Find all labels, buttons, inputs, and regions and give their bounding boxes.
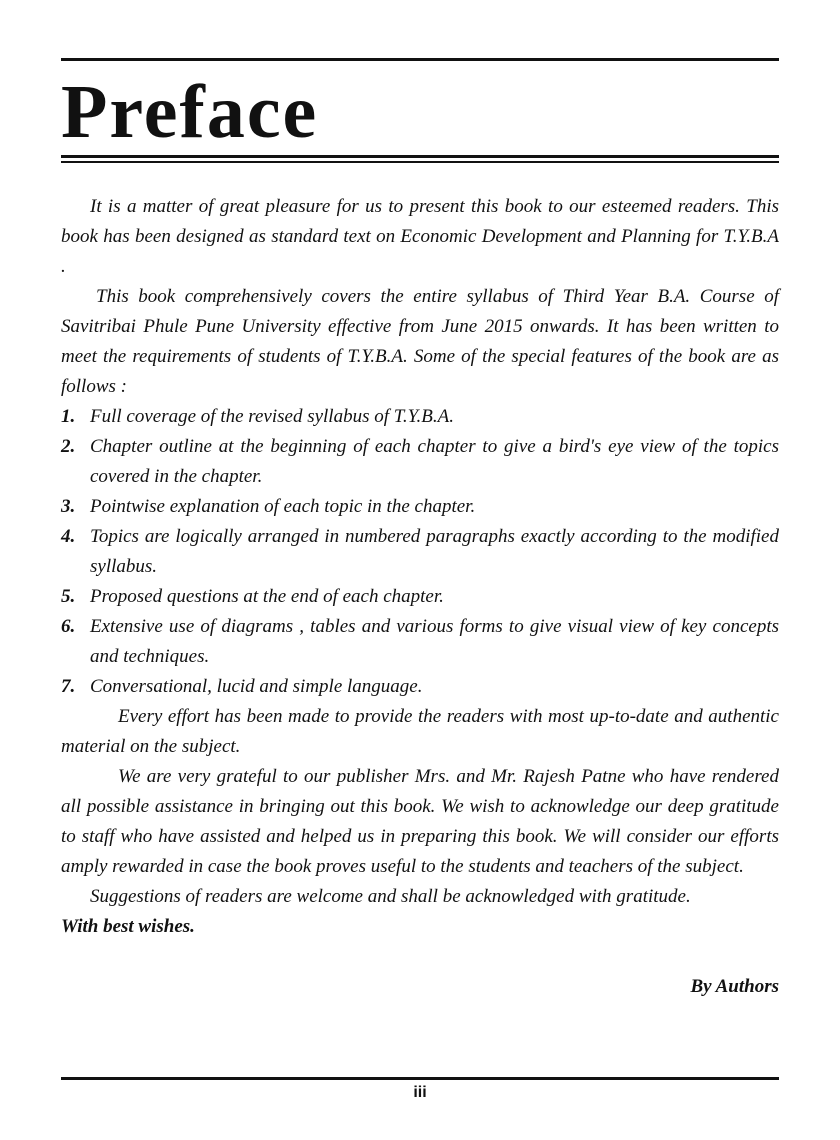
list-item-number: 4. bbox=[61, 526, 76, 547]
list-item-text: Topics are logically arranged in numbered paragraphs exactly according to the modified syllabus. bbox=[90, 526, 779, 577]
footer-rule bbox=[61, 1077, 779, 1080]
page-title: Preface bbox=[61, 70, 319, 154]
syllabus-paragraph: This book comprehensively covers the entire syllabus of Third Year B.A. Course of Savitribai Phule Pune University effective from June 2015 onwards. It has been written to meet the requirements of students of T.Y.B.A. Some of the special features of the book are as follows : bbox=[61, 286, 779, 397]
list-item-number: 2. bbox=[61, 436, 76, 457]
gratitude-paragraph: We are very grateful to our publisher Mrs. and Mr. Rajesh Patne who have rendered all possible assistance in bringing out this book. We wish to acknowledge our deep gratitude to staff who have assisted and helped us in preparing this book. We will consider our efforts amply rewarded in case the book proves useful to the students and teachers of the subject. bbox=[61, 766, 779, 877]
suggestions-paragraph: Suggestions of readers are welcome and shall be acknowledged with gratitude. bbox=[90, 886, 691, 907]
intro-paragraph: It is a matter of great pleasure for us to present this book to our esteemed readers. This book has been designed as standard text on Economic Development and Planning for T.Y.B.A . bbox=[61, 196, 779, 277]
list-item-text: Extensive use of diagrams , tables and various forms to give visual view of key concepts and techniques. bbox=[90, 616, 779, 667]
list-item bbox=[61, 612, 779, 672]
list-item bbox=[61, 402, 779, 432]
signature: By Authors bbox=[690, 976, 779, 997]
list-item-number: 7. bbox=[61, 676, 76, 697]
list-item-number: 3. bbox=[61, 496, 76, 517]
effort-paragraph: Every effort has been made to provide the readers with most up-to-date and authentic material on the subject. bbox=[61, 706, 779, 757]
list-item bbox=[61, 432, 779, 492]
list-item-number: 5. bbox=[61, 586, 76, 607]
list-item bbox=[61, 582, 779, 612]
list-item bbox=[61, 522, 779, 582]
preface-body bbox=[61, 192, 779, 1002]
list-item-text: Conversational, lucid and simple language. bbox=[90, 676, 423, 697]
list-item-text: Proposed questions at the end of each chapter. bbox=[90, 586, 444, 607]
title-underline-thick bbox=[61, 155, 779, 158]
list-item bbox=[61, 672, 779, 702]
list-item-text: Full coverage of the revised syllabus of T.Y.B.A. bbox=[90, 406, 454, 427]
top-rule bbox=[61, 58, 779, 61]
title-underline-thin bbox=[61, 161, 779, 163]
list-item-text: Pointwise explanation of each topic in the chapter. bbox=[90, 496, 476, 517]
list-item bbox=[61, 492, 779, 522]
closing-wishes: With best wishes. bbox=[61, 916, 195, 937]
list-item-number: 1. bbox=[61, 406, 76, 427]
list-item-text: Chapter outline at the beginning of each chapter to give a bird's eye view of the topics covered in the chapter. bbox=[90, 436, 779, 487]
list-item-number: 6. bbox=[61, 616, 76, 637]
page-number: iii bbox=[413, 1084, 427, 1101]
features-list bbox=[61, 402, 779, 702]
